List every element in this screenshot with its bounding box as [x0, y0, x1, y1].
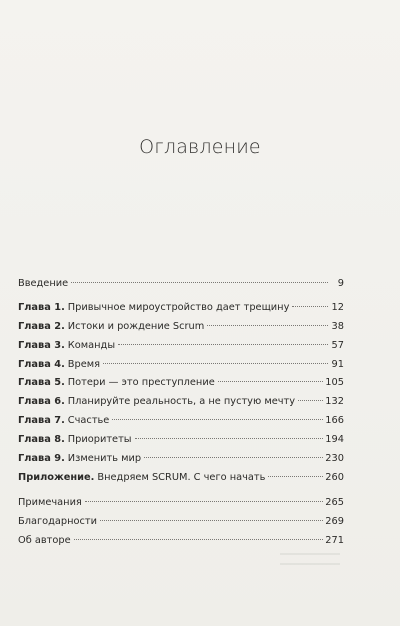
toc-entry-title: Примечания — [18, 496, 82, 508]
toc-entry — [18, 494, 344, 513]
toc-entry-title: Команды — [67, 339, 116, 351]
toc-entry-label — [18, 318, 204, 337]
toc-entry-chapter: Глава 7. — [18, 415, 65, 427]
toc-entry-chapter: Глава 4. — [18, 358, 65, 370]
toc-entry-chapter: Глава 5. — [18, 377, 65, 389]
toc-entry-title: Потери — это преступление — [67, 377, 215, 389]
toc-entry — [18, 431, 344, 450]
toc-entry-page: 166 — [325, 415, 344, 427]
toc-entry — [18, 469, 344, 488]
toc-entry — [18, 299, 344, 318]
toc-entry-chapter: Глава 2. — [18, 320, 65, 332]
toc-entry-label — [18, 393, 295, 412]
toc-entry-label — [18, 412, 109, 431]
toc-entry — [18, 450, 344, 469]
dot-leader — [112, 419, 323, 420]
toc-entry-title: Счастье — [67, 415, 110, 427]
toc-entry-page: 194 — [325, 434, 344, 446]
dot-leader — [268, 476, 323, 477]
toc-entry — [18, 275, 344, 294]
dot-leader — [71, 282, 328, 283]
dot-leader — [292, 306, 328, 307]
toc-entry-label — [18, 337, 115, 356]
toc-entry-title: Истоки и рождение Scrum — [67, 320, 205, 332]
toc-entry-page: 271 — [325, 534, 344, 546]
toc-entry — [18, 393, 344, 412]
toc-entry-page: 57 — [331, 339, 344, 351]
table-of-contents — [18, 275, 344, 550]
toc-entry-chapter: Глава 6. — [18, 396, 65, 408]
dot-leader — [298, 400, 323, 401]
toc-entry-title: Привычное мироустройство дает трещину — [67, 301, 290, 313]
toc-entry — [18, 513, 344, 532]
dot-leader — [135, 438, 324, 439]
toc-entry-chapter: Глава 3. — [18, 339, 65, 351]
toc-entry-label — [18, 275, 68, 294]
dot-leader — [144, 457, 323, 458]
toc-entry-title: Приоритеты — [67, 434, 132, 446]
dot-leader — [118, 344, 328, 345]
toc-entry-title: Планируйте реальность, а не пустую мечту — [67, 396, 296, 408]
dot-leader — [100, 520, 323, 521]
toc-entry-page: 230 — [325, 453, 344, 465]
dot-leader — [103, 363, 328, 364]
toc-entry-page: 132 — [325, 396, 344, 408]
toc-entry-title: Внедряем SCRUM. С чего начать — [97, 471, 266, 483]
toc-entry-title: Изменить мир — [67, 453, 142, 465]
toc-entry-label — [18, 450, 141, 469]
toc-entry-chapter: Приложение. — [18, 471, 95, 483]
toc-entry-label — [18, 513, 97, 532]
toc-entry-label — [18, 431, 132, 450]
toc-entry-title: Об авторе — [18, 534, 71, 546]
toc-entry — [18, 412, 344, 431]
toc-entry-page: 9 — [337, 278, 344, 289]
toc-entry-chapter: Глава 8. — [18, 434, 65, 446]
toc-entry-page: 269 — [325, 515, 344, 527]
toc-entry-title: Время — [67, 358, 101, 370]
toc-entry-page: 260 — [325, 471, 344, 483]
dot-leader — [85, 501, 323, 502]
toc-entry-title: Благодарности — [18, 515, 97, 527]
toc-entry-label — [18, 356, 100, 375]
toc-entry — [18, 374, 344, 393]
show-through-text — [280, 545, 340, 575]
toc-entry-page: 12 — [331, 301, 344, 313]
toc-entry-page: 265 — [325, 496, 344, 508]
toc-entry — [18, 318, 344, 337]
toc-entry — [18, 337, 344, 356]
toc-entry-page: 38 — [331, 320, 344, 332]
dot-leader — [207, 325, 328, 326]
page-title: Оглавление — [139, 136, 261, 158]
dot-leader — [218, 381, 324, 382]
toc-entry-title: Введение — [18, 278, 69, 289]
toc-entry-page: 105 — [325, 377, 344, 389]
toc-entry-label — [18, 494, 82, 513]
toc-entry-chapter: Глава 9. — [18, 453, 65, 465]
toc-entry-page: 91 — [331, 358, 344, 370]
toc-entry — [18, 356, 344, 375]
toc-entry-label — [18, 299, 289, 318]
toc-entry-label — [18, 532, 71, 551]
toc-entry-chapter: Глава 1. — [18, 301, 65, 313]
toc-entry-label — [18, 374, 215, 393]
dot-leader — [74, 539, 324, 540]
toc-entry-label — [18, 469, 265, 488]
